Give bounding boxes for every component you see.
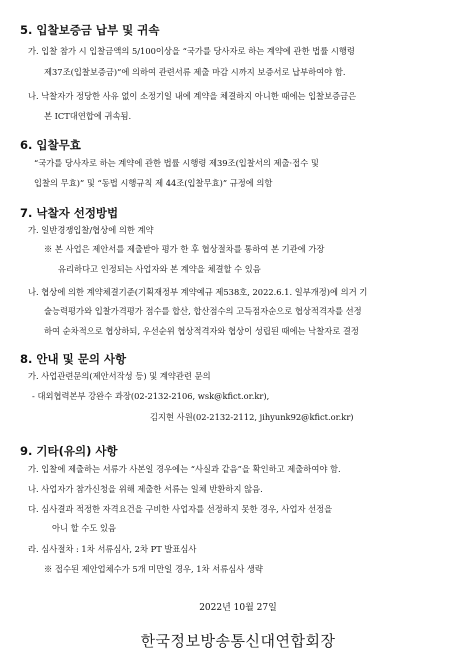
section-line: 라. 심사절차 : 1차 서류심사, 2차 PT 발표심사	[28, 544, 197, 554]
issuing-organization: 한국정보방송통신대연합회장	[140, 632, 336, 650]
document-date: 2022년 10월 27일	[199, 603, 277, 613]
section-line: 나. 낙찰자가 정당한 사유 없이 소정기일 내에 계약을 체결하지 아니한 때에는 입찰보증금은	[28, 91, 357, 101]
section-line: 나. 사업자가 참가신청을 위해 제출한 서류는 일체 반환하지 않음.	[28, 484, 263, 494]
section-line: 가. 입찰 참가 시 입찰금액의 5/100이상을 “국가를 당사자로 하는 계약에 관한 법률 시행령	[28, 46, 355, 56]
section-heading-inquiry: 8. 안내 및 문의 사항	[20, 352, 127, 366]
section-line: 제37조(입찰보증금)”에 의하여 관련서류 제출 마감 시까지 보증서로 납부하여야 함.	[44, 67, 346, 77]
section-line: 입찰의 무효)” 및 “동법 시행규칙 제 44조(입찰무효)” 규정에 의함	[34, 178, 273, 188]
section-line: 가. 일반경쟁입찰/협상에 의한 계약	[28, 225, 154, 235]
section-line: 김지현 사원(02-2132-2112, jihyunk92@kfict.or.kr)	[150, 412, 354, 422]
section-line: 하여 순차적으로 협상하되, 우선순위 협상적격자와 협상이 성립된 때에는 낙찰자로 결정	[44, 326, 359, 336]
section-line: ※ 본 사업은 제안서를 제출받아 평가 한 후 협상절차를 통하여 본 기관에 가장	[44, 244, 325, 254]
section-heading-bid-deposit: 5. 입찰보증금 납부 및 귀속	[20, 23, 160, 37]
section-line: 유리하다고 인정되는 사업자와 본 계약을 체결할 수 있음	[58, 264, 261, 274]
section-line: - 대외협력본부 강완수 과장(02-2132-2106, wsk@kfict.or.kr),	[32, 391, 270, 401]
section-line: 나. 협상에 의한 계약체결기준(기획재정부 계약예규 제538호, 2022.6.1. 일부개정)에 의거 기	[28, 287, 368, 297]
section-line: 아니 할 수도 있음	[52, 523, 117, 533]
section-heading-winner-selection: 7. 낙찰자 선정방법	[20, 206, 119, 220]
section-line: 다. 심사결과 적정한 자격요건을 구비한 사업자를 선정하지 못한 경우, 사업자 선정을	[28, 504, 333, 514]
section-heading-other-notes: 9. 기타(유의) 사항	[20, 444, 118, 458]
section-line: 본 ICT대연합에 귀속됨.	[44, 111, 132, 121]
section-line: 가. 사업관련문의(제안서작성 등) 및 계약관련 문의	[28, 371, 211, 381]
section-line: 술능력평가와 입찰가격평가 점수를 합산, 합산점수의 고득점자순으로 협상적격자를 선정	[44, 306, 362, 316]
section-line: ※ 접수된 제안업체수가 5개 미만일 경우, 1차 서류심사 생략	[44, 564, 263, 574]
section-line: 가. 입찰에 제출하는 서류가 사본일 경우에는 “사실과 같음”을 확인하고 제출하여야 함.	[28, 464, 341, 474]
section-heading-bid-invalid: 6. 입찰무효	[20, 138, 81, 152]
section-line: “국가를 당사자로 하는 계약에 관한 법률 시행령 제39조(입찰서의 제출·접수 및	[34, 158, 319, 168]
